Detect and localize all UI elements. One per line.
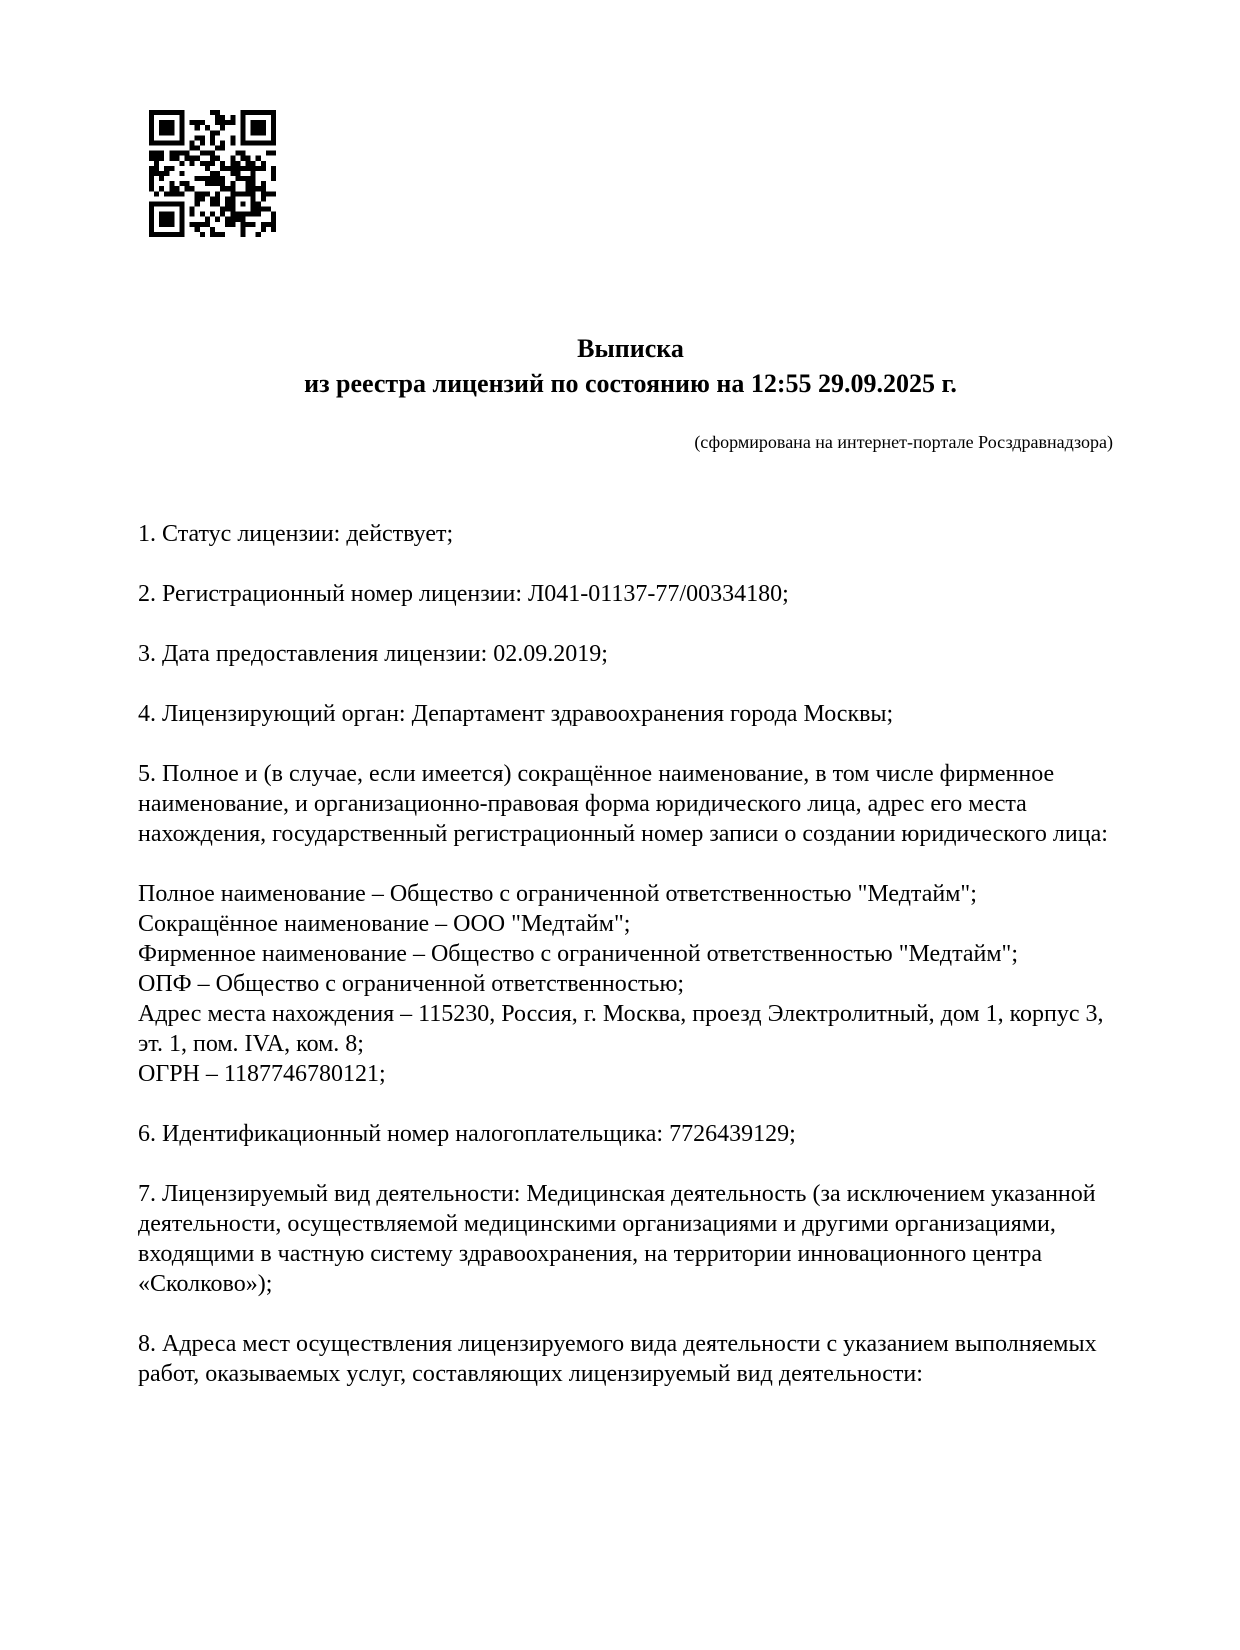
paragraph-3: [138, 639, 1143, 669]
document-line: 1. Статус лицензии: действует;: [138, 521, 454, 547]
document-subtitle: (сформирована на интернет-портале Росздравнадзора): [694, 432, 1113, 452]
qr-code: [149, 110, 276, 237]
document-line: 7. Лицензируемый вид деятельности: Медицинская деятельность (за исключением указанной: [138, 1181, 1096, 1207]
document-line: работ, оказываемых услуг, составляющих лицензируемый вид деятельности:: [138, 1361, 923, 1387]
paragraph-6: [138, 879, 1143, 1089]
document-line: 2. Регистрационный номер лицензии: Л041-01137-77/00334180;: [138, 581, 789, 607]
document-line: эт. 1, пом. IVA, ком. 8;: [138, 1031, 364, 1057]
document-line: 6. Идентификационный номер налогоплательщика: 7726439129;: [138, 1121, 796, 1147]
document-line: ОГРН – 1187746780121;: [138, 1061, 386, 1087]
document-line: «Сколково»);: [138, 1271, 273, 1297]
document-line: Фирменное наименование – Общество с ограниченной ответственностью "Медтайм";: [138, 941, 1018, 967]
paragraph-7: [138, 1119, 1143, 1149]
paragraph-2: [138, 579, 1143, 609]
paragraph-5: [138, 759, 1143, 849]
document-line: Сокращённое наименование – ООО "Медтайм";: [138, 911, 631, 937]
paragraph-1: [138, 519, 1143, 549]
paragraph-8: [138, 1179, 1143, 1299]
document-line: 5. Полное и (в случае, если имеется) сокращённое наименование, в том числе фирменное: [138, 761, 1055, 787]
document-line: нахождения, государственный регистрационный номер записи о создании юридического лица:: [138, 821, 1108, 847]
document-line: Полное наименование – Общество с ограниченной ответственностью "Медтайм";: [138, 881, 977, 907]
document-line: 4. Лицензирующий орган: Департамент здравоохранения города Москвы;: [138, 701, 894, 727]
paragraph-9: [138, 1329, 1143, 1389]
document-title: [138, 331, 1123, 401]
title-line-1: Выписка: [577, 334, 684, 363]
document-line: Адрес места нахождения – 115230, Россия, г. Москва, проезд Электролитный, дом 1, корпус 3,: [138, 1001, 1104, 1027]
title-line-2: из реестра лицензий по состоянию на 12:55 29.09.2025 г.: [304, 369, 957, 398]
document-line: ОПФ – Общество с ограниченной ответственностью;: [138, 971, 685, 997]
document-line: наименование, и организационно-правовая форма юридического лица, адрес его места: [138, 791, 1027, 817]
document-line: 3. Дата предоставления лицензии: 02.09.2019;: [138, 641, 608, 667]
document-body: [138, 519, 1143, 1419]
document-line: 8. Адреса мест осуществления лицензируемого вида деятельности с указанием выполняемых: [138, 1331, 1097, 1357]
document-line: входящими в частную систему здравоохранения, на территории инновационного центра: [138, 1241, 1043, 1267]
document-line: деятельности, осуществляемой медицинскими организациями и другими организациями,: [138, 1211, 1056, 1237]
paragraph-4: [138, 699, 1143, 729]
